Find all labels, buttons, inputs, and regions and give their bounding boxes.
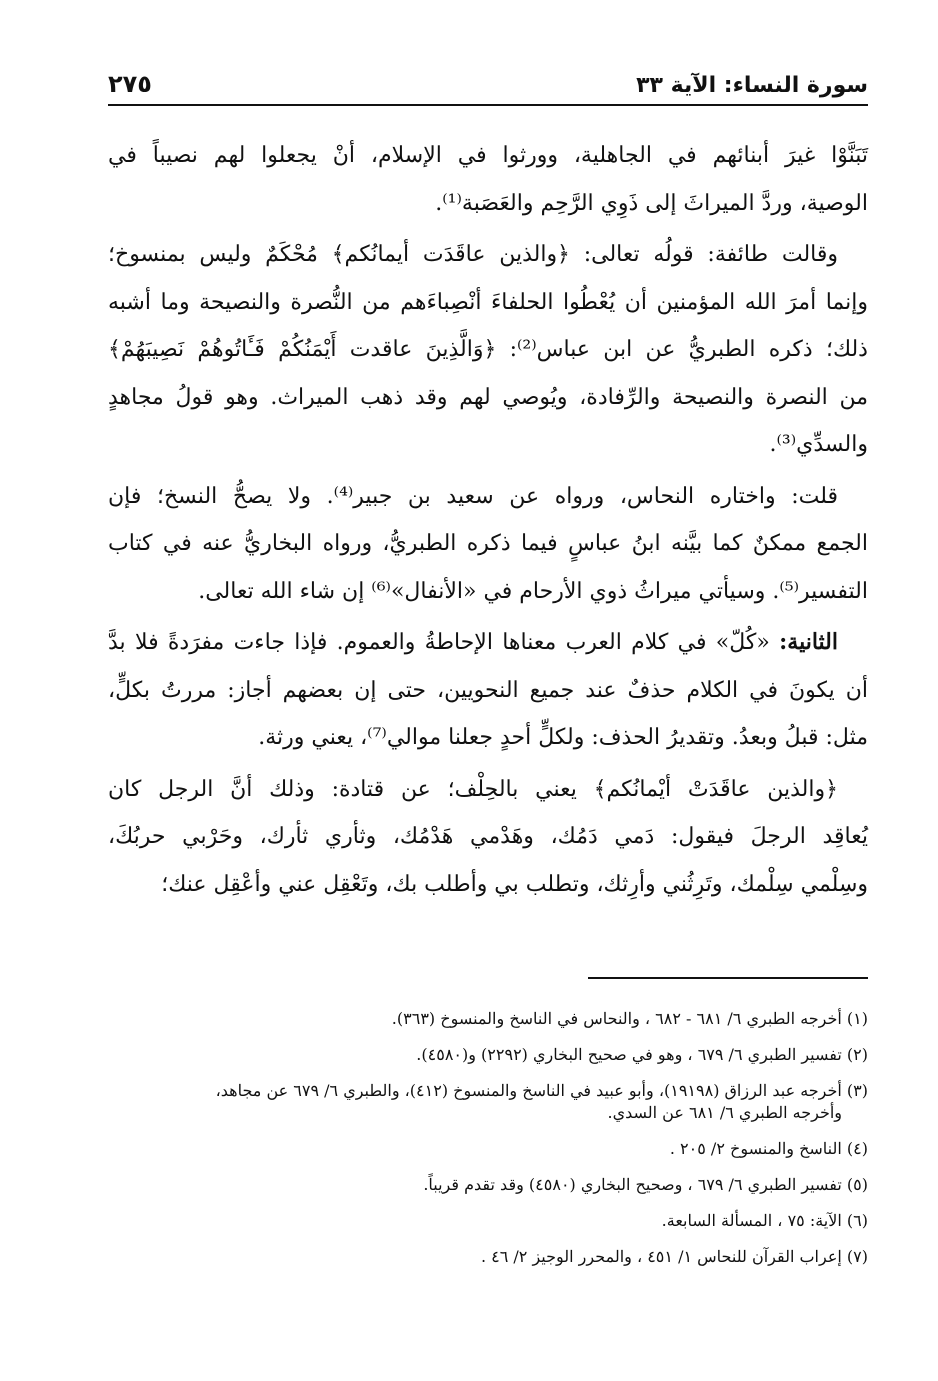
text-line <box>108 619 868 667</box>
footnote-line: (٦) الآية: ٧٥ ، المسألة السابعة. <box>661 1211 868 1230</box>
text-line: ذلك؛ ذكره الطبريُّ عن ابن عباس⁽²⁾: ﴿وَالَّذِينَ عاقدت أَيْمَنُكُمْ فَـَٔاتُوهُمْ نَصِيبَهُمْ﴾ <box>108 337 868 362</box>
footnote-line: وأخرجه الطبري ٦/ ٦٨١ عن السدي. <box>607 1103 842 1122</box>
footnote-line: (٤) الناسخ والمنسوخ ٢/ ٢٠٥ . <box>669 1139 868 1158</box>
page-number: ٢٧٥ <box>108 70 152 98</box>
section-lead-term: الثانية: <box>779 629 838 655</box>
footnote <box>100 1210 868 1232</box>
text-line: وإنما أمرَ الله المؤمنين أن يُعْطُوا الحلفاءَ أنْصِباءَهم من النُّصرة والنصيحة وما أشبه <box>108 289 868 315</box>
footnote-separator <box>588 977 868 979</box>
text-line: التفسير⁽⁵⁾. وسيأتي ميراثُ ذوي الأرحام في «الأنفال»⁽⁶⁾ إن شاء الله تعالى. <box>198 578 868 604</box>
footnote-line: (٢) تفسير الطبري ٦/ ٦٧٩ ، وهو في صحيح البخاري (٢٢٩٢) و(٤٥٨٠). <box>416 1045 868 1064</box>
paragraph <box>108 473 868 616</box>
text-line: والسدِّي⁽³⁾. <box>769 432 868 457</box>
paragraph <box>108 619 868 762</box>
footnote-line: (٧) إعراب القرآن للنحاس ١/ ٤٥١ ، والمحرر الوجيز ٢/ ٤٦ . <box>480 1247 868 1266</box>
text-line: وسِلْمي سِلْمك، وتَرِثُني وأرِثك، وتطلب بي وأطلب بك، وتَعْقِل عني وأعْقِل عنك؛ <box>161 871 868 897</box>
footnote <box>100 1138 868 1160</box>
running-title: سورة النساء: الآية ٣٣ <box>636 73 868 98</box>
paragraph <box>108 231 868 469</box>
footnotes <box>100 1008 868 1282</box>
text-line: أن يكونَ في الكلام حذفٌ عند جميع النحويين، حتى إن بعضهم أجاز: مررتُ بكلٍّ، <box>108 677 868 703</box>
text-line: من النصرة والنصيحة والرِّفادة، ويُوصي لهم وقد ذهب الميراث. وهو قولُ مجاهدٍ <box>108 384 868 410</box>
text-line: تَبَنَّوْا غيرَ أبنائهم في الجاهلية، وورثوا في الإسلام، أنْ يجعلوا لهم نصيباً في <box>108 143 868 168</box>
footnote-line: (٣) أخرجه عبد الرزاق (١٩١٩٨)، وأبو عبيد في الناسخ والمنسوخ (٤١٢)، والطبري ٦/ ٦٧٩ عن مجاهد، <box>215 1081 868 1100</box>
text-line: الوصية، وردَّ الميراثَ إلى ذَوِي الرَّحِم والعَصَبة⁽¹⁾. <box>435 190 868 216</box>
footnote <box>100 1246 868 1268</box>
text-line: يُعاقِد الرجلَ فيقول: دَمي دَمُك، وهَدْمي هَدْمُك، وثأري ثأرك، وحَرْبي حربُكَ، <box>108 824 868 849</box>
text-line: مثل: قبلُ وبعدُ. وتقديرُ الحذف: ولكلٍّ أحدٍ جعلنا موالي⁽⁷⁾، يعني ورثة. <box>258 725 868 750</box>
footnote <box>100 1080 868 1124</box>
text-line: قلت: واختاره النحاس، ورواه عن سعيد بن جبير⁽⁴⁾. ولا يصحُّ النسخ؛ فإن <box>108 483 839 509</box>
text-run: «كُلّ» في كلام العرب معناها الإحاطةُ والعموم. فإذا جاءت مفرَدةً فلا بدَّ <box>108 630 780 655</box>
page-header <box>108 62 868 106</box>
footnote <box>100 1174 868 1196</box>
footnote-line: (١) أخرجه الطبري ٦/ ٦٨١ - ٦٨٢ ، والنحاس في الناسخ والمنسوخ (٣٦٣). <box>391 1009 868 1028</box>
paragraph <box>108 132 868 227</box>
footnote-line: (٥) تفسير الطبري ٦/ ٦٧٩ ، وصحيح البخاري (٤٥٨٠) وقد تقدم قريباً. <box>423 1175 868 1194</box>
main-text <box>108 132 868 912</box>
paragraph <box>108 766 868 909</box>
footnote <box>100 1044 868 1066</box>
text-line: الجمع ممكنٌ كما بيَّنه ابنُ عباسٍ فيما ذكره الطبريُّ، ورواه البخاريُّ عنه في كتاب <box>108 531 868 556</box>
footnote <box>100 1008 868 1030</box>
text-line: وقالت طائفة: قولُه تعالى: ﴿والذين عاقَدَت أيمانُكم﴾ مُحْكَمٌ وليس بمنسوخ؛ <box>108 242 838 267</box>
text-line: ﴿والذين عاقَدَتْ أيْمانُكم﴾ يعني بالحِلْف؛ عن قتادة: وذلك أنَّ الرجل كان <box>108 776 838 802</box>
